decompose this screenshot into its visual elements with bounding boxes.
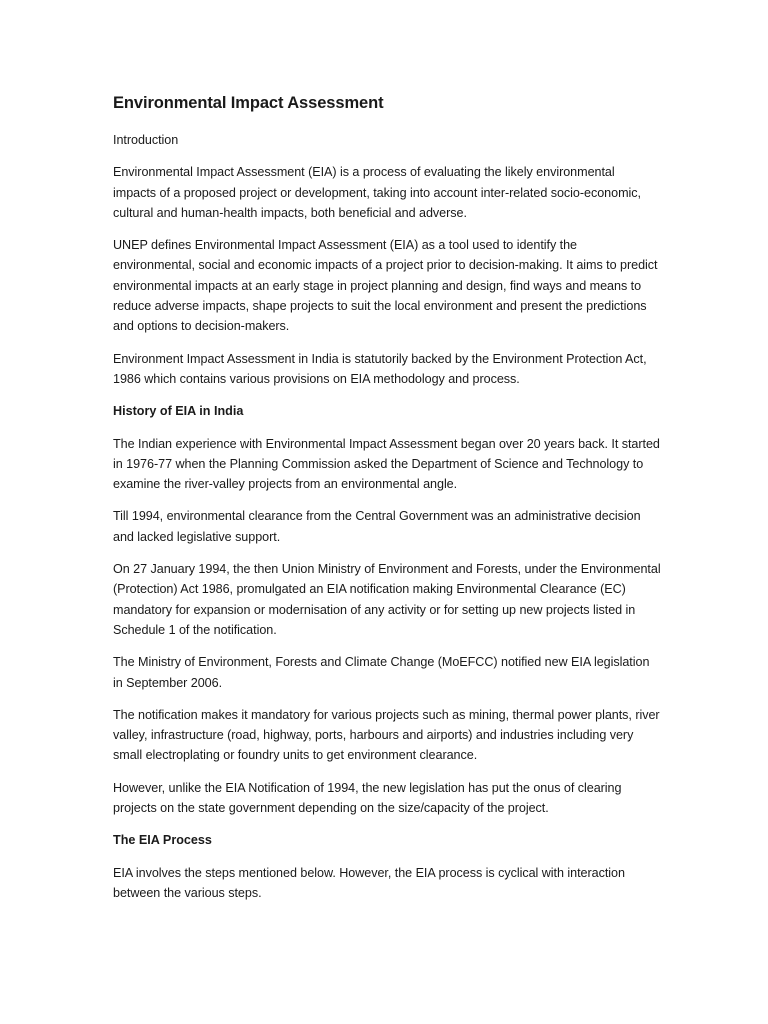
process-paragraph: EIA involves the steps mentioned below. However, the EIA process is cyclical with interaction between the various steps. <box>113 865 625 900</box>
intro-paragraph: UNEP defines Environmental Impact Assessment (EIA) as a tool used to identify the environmental, social and economic impacts of a project prior to decision-making. It aims to predict environmental impacts at an early stage in project planning and design, find ways and means to reduce adverse impacts, shape projects to suit the local environment and present the predictions and options to decision-makers. <box>113 238 658 334</box>
process-heading: The EIA Process <box>113 833 212 848</box>
intro-paragraph: Environmental Impact Assessment (EIA) is a process of evaluating the likely environmental impacts of a proposed project or development, taking into account inter-related socio-economic, cultural and human-health impacts, both beneficial and adverse. <box>113 165 641 220</box>
history-paragraph: The Ministry of Environment, Forests and Climate Change (MoEFCC) notified new EIA legislation in September 2006. <box>113 655 650 690</box>
history-heading: History of EIA in India <box>113 404 244 419</box>
history-paragraph: However, unlike the EIA Notification of 1994, the new legislation has put the onus of clearing projects on the state government depending on the size/capacity of the project. <box>113 780 622 816</box>
intro-paragraph: Environment Impact Assessment in India is statutorily backed by the Environment Protection Act, 1986 which contains various provisions on EIA methodology and process. <box>113 351 647 386</box>
history-paragraph: The Indian experience with Environmental Impact Assessment began over 20 years back. It started in 1976-77 when the Planning Commission asked the Department of Science and Technology to examine the river-valley projects from an environmental angle. <box>113 436 660 492</box>
document-page <box>113 92 661 915</box>
history-paragraph: On 27 January 1994, the then Union Ministry of Environment and Forests, under the Environmental (Protection) Act 1986, promulgated an EIA notification making Environmental Clearance (EC) mandatory for expansion or modernisation of any activity or for setting up new projects listed in Schedule 1 of the notification. <box>113 562 661 637</box>
document-title: Environmental Impact Assessment <box>113 94 384 112</box>
history-paragraph: Till 1994, environmental clearance from the Central Government was an administrative decision and lacked legislative support. <box>113 509 641 544</box>
history-paragraph: The notification makes it mandatory for various projects such as mining, thermal power plants, river valley, infrastructure (road, highway, ports, harbours and airports) and industries including very small electroplating or foundry units to get environment clearance. <box>113 707 660 763</box>
introduction-label: Introduction <box>113 133 179 147</box>
